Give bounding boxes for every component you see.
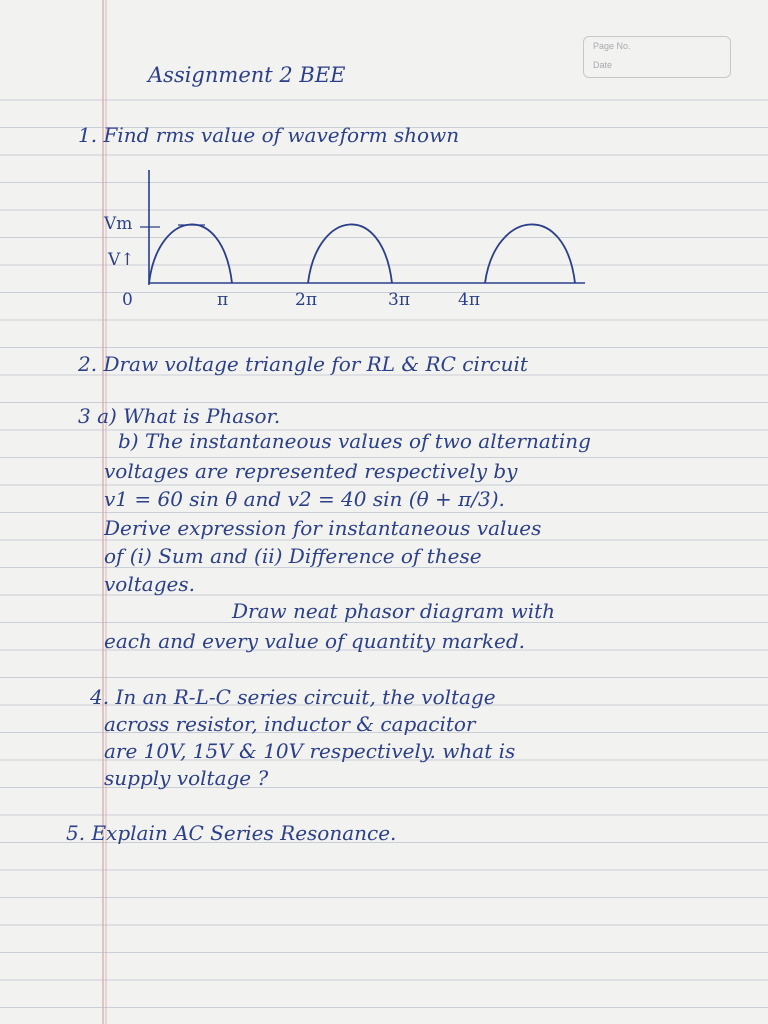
question-3b-line: voltages. <box>104 572 195 596</box>
y-label-v: V↑ <box>108 250 135 270</box>
question-3b-line: Draw neat phasor diagram with <box>232 599 556 623</box>
half-wave-2 <box>308 224 392 283</box>
question-3b-line: v1 = 60 sin θ and v2 = 40 sin (θ + π/3). <box>104 487 505 511</box>
question-3b-line: voltages are represented respectively by <box>104 459 518 483</box>
half-wave-3 <box>485 224 575 283</box>
question-1: 1. Find rms value of waveform shown <box>78 123 460 147</box>
page-title: Assignment 2 BEE <box>148 63 346 87</box>
x-tick-3pi: 3π <box>388 290 410 310</box>
y-label-vm: Vm <box>104 214 133 234</box>
question-3b-line: of (i) Sum and (ii) Difference of these <box>104 544 482 568</box>
x-tick-2pi: 2π <box>295 290 317 310</box>
question-4-line: 4. In an R-L-C series circuit, the voltage <box>90 685 496 709</box>
x-tick-4pi: 4π <box>458 290 480 310</box>
question-3b-line: Derive expression for instantaneous values <box>104 516 542 540</box>
page-no-label: Page No. <box>593 41 631 51</box>
question-4-line: supply voltage ? <box>104 766 269 790</box>
question-2: 2. Draw voltage triangle for RL & RC circuit <box>78 352 528 376</box>
question-4-line: are 10V, 15V & 10V respectively. what is <box>104 739 516 763</box>
question-4-line: across resistor, inductor & capacitor <box>104 712 476 736</box>
origin-label: 0 <box>122 290 133 310</box>
half-wave-1 <box>149 224 232 283</box>
date-label: Date <box>593 60 613 70</box>
question-3a: 3 a) What is Phasor. <box>78 404 281 428</box>
question-3b-line: b) The instantaneous values of two alternating <box>118 429 591 453</box>
x-tick-pi: π <box>217 290 229 310</box>
question-3b-line: each and every value of quantity marked. <box>104 629 526 653</box>
question-5: 5. Explain AC Series Resonance. <box>66 821 397 845</box>
